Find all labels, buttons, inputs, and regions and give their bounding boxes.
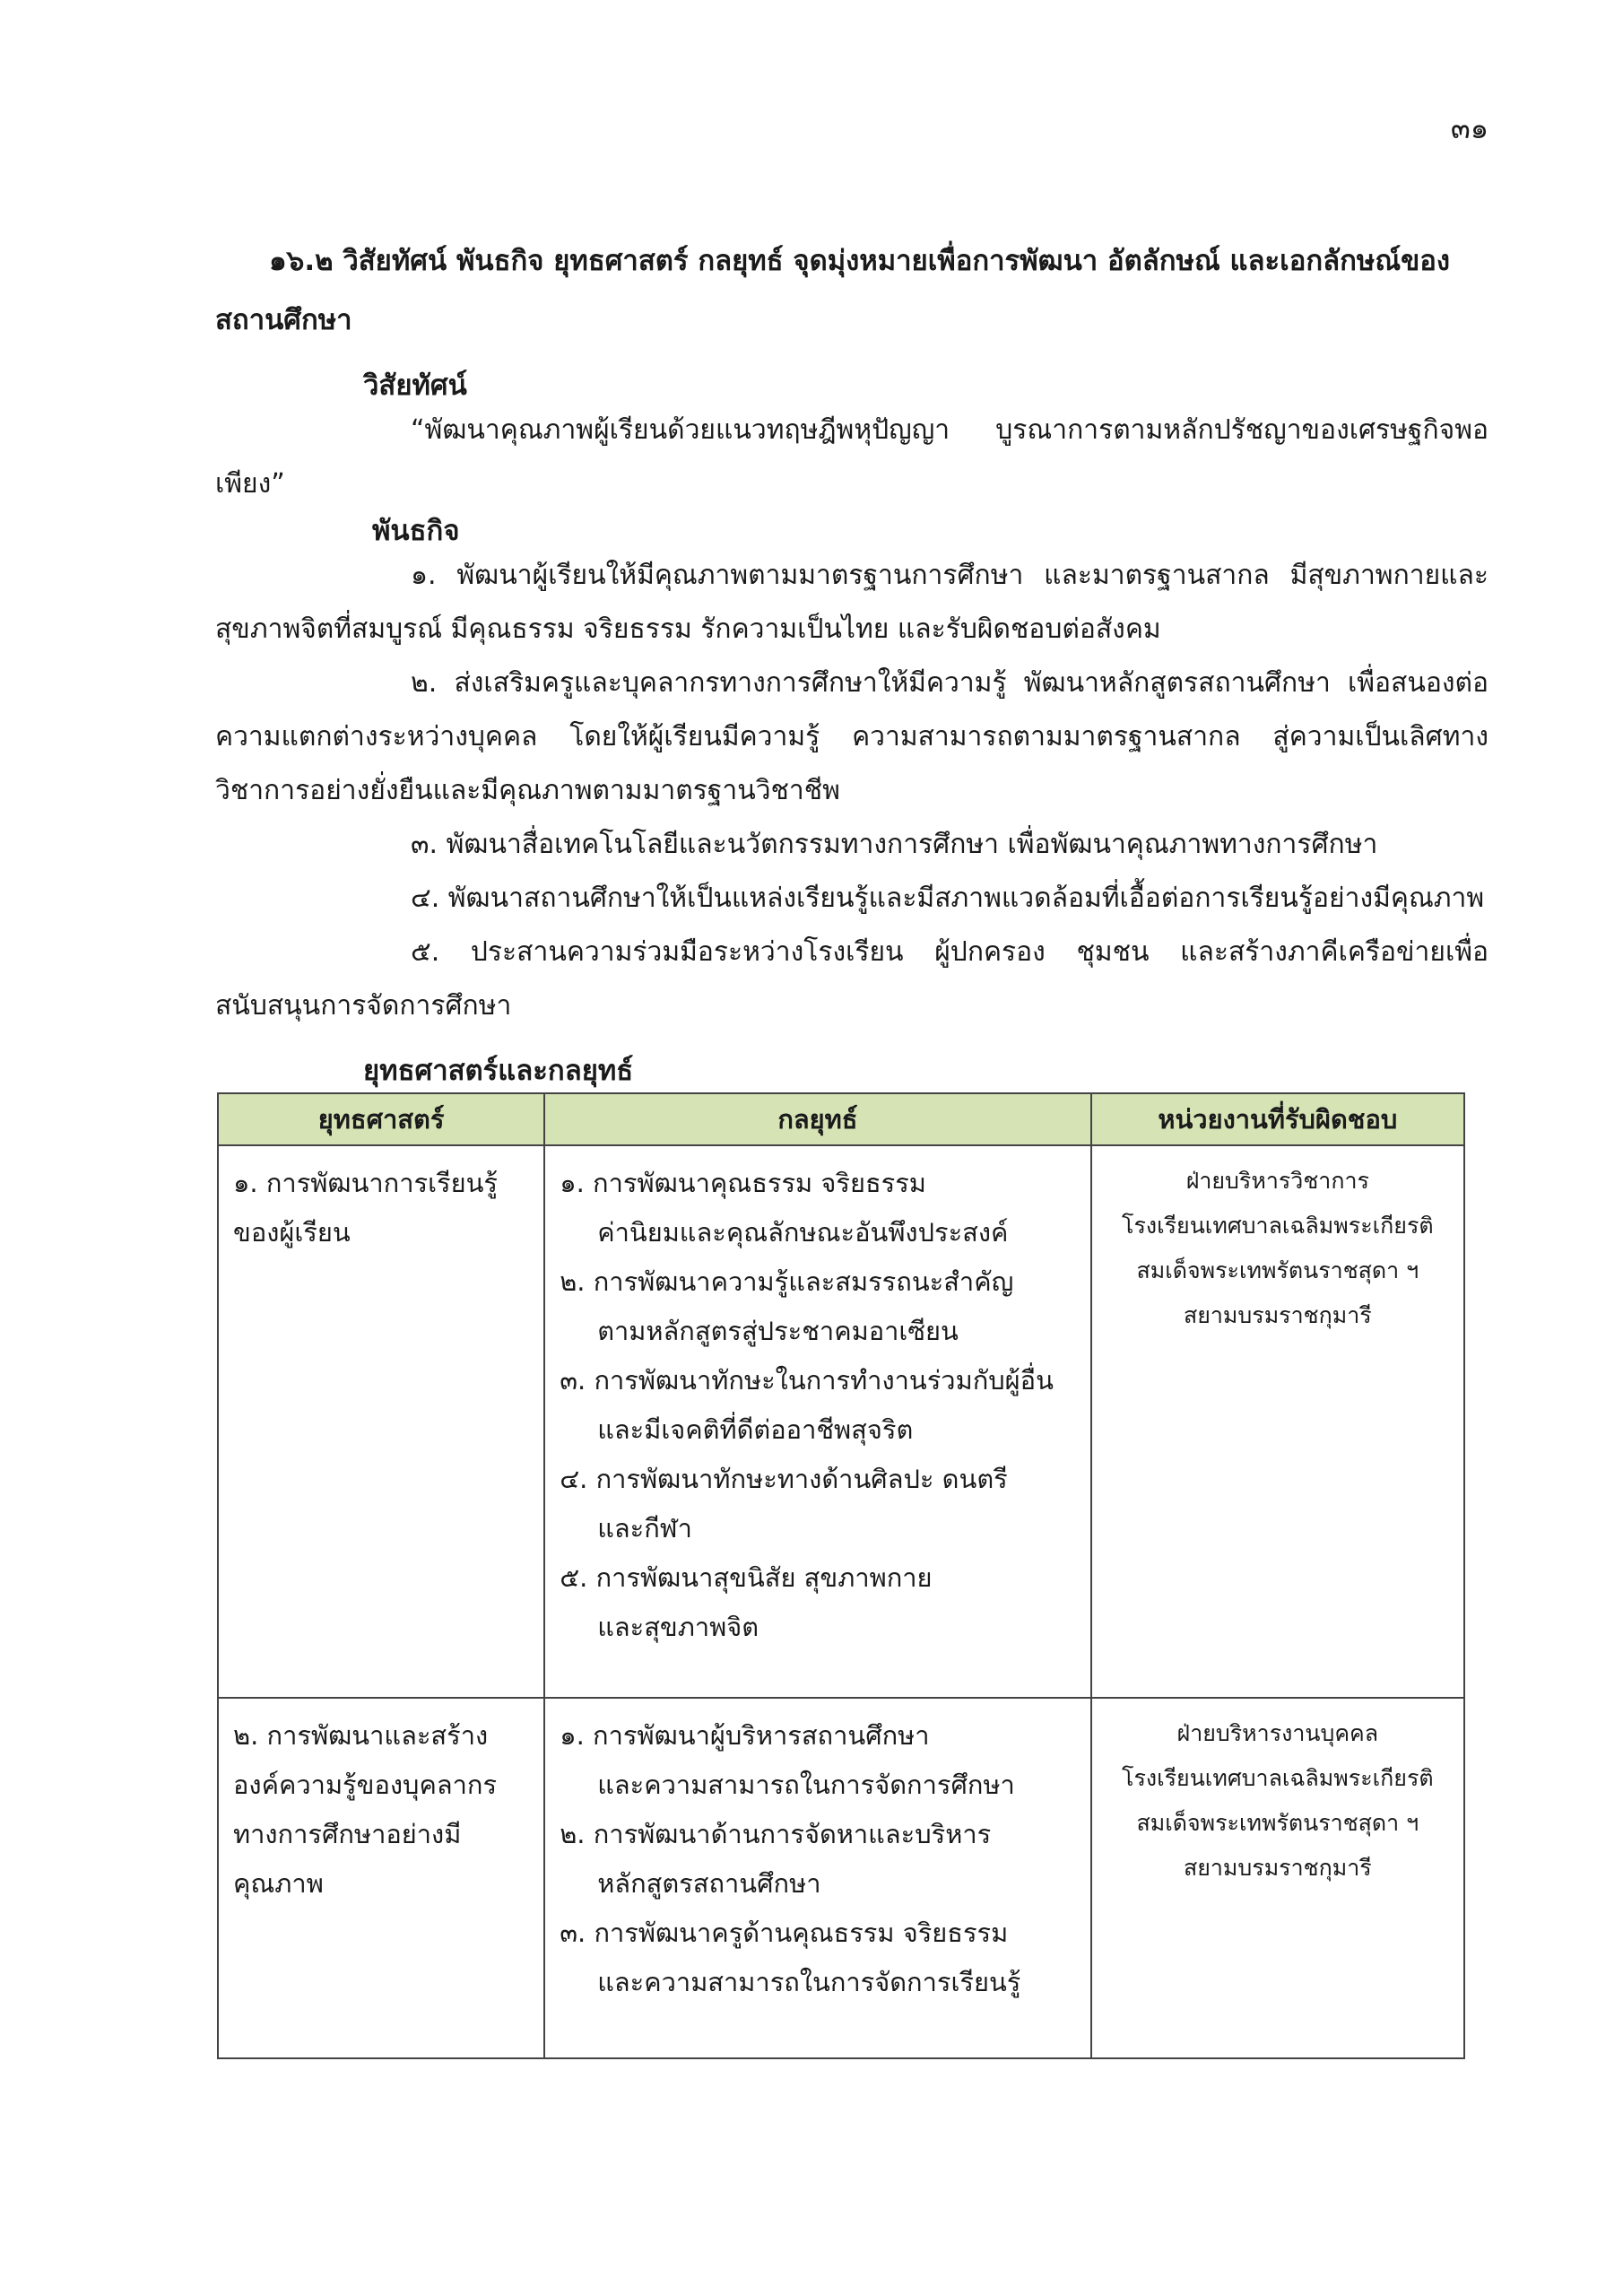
header-tactic: กลยุทธ์ xyxy=(544,1093,1090,1145)
tactic-num: ๓. xyxy=(560,1918,586,1948)
mission-heading: พันธกิจ xyxy=(372,515,460,547)
tactic-line1: การพัฒนาด้านการจัดหาและบริหาร xyxy=(593,1819,992,1849)
mission-item-2: ๒. ส่งเสริมครูและบุคลากรทางการศึกษาให้มีความรู้ พัฒนาหลักสูตรสถานศึกษา เพื่อสนองต่อความแตกต่างระหว่างบุคคล โดยให้ผู้เรียนมีความรู้ ความสามารถตามมาตรฐานสากล สู่ความเป็นเลิศทางวิชาการอย่างยั่งยืนและมีคุณภาพตามมาตรฐานวิชาชีพ xyxy=(215,667,1488,806)
tactic-item xyxy=(560,1356,1075,1455)
table-row xyxy=(218,1145,1464,1698)
tactic-line1: การพัฒนาความรู้และสมรรถนะสำคัญ xyxy=(593,1266,1014,1297)
tactic-line2: และมีเจคติที่ดีต่ออาชีพสุจริต xyxy=(597,1414,914,1445)
tactic-line2: ตามหลักสูตรสู่ประชาคมอาเซียน xyxy=(597,1316,959,1346)
section-heading: ๑๖.๒ วิสัยทัศน์ พันธกิจ ยุทธศาสตร์ กลยุทธ์ จุดมุ่งหมายเพื่อการพัฒนา อัตลักษณ์ และเอกลักษณ์ของสถานศึกษา xyxy=(215,245,1451,336)
page-number: ๓๑ xyxy=(1450,111,1488,145)
tactic-line2: และความสามารถในการจัดการเรียนรู้ xyxy=(597,1967,1021,1997)
vision-text: “พัฒนาคุณภาพผู้เรียนด้วยแนวทฤษฎีพหุปัญญา บูรณาการตามหลักปรัชญาของเศรษฐกิจพอเพียง” xyxy=(215,414,1488,500)
unit-line: สมเด็จพระเทพรัตนราชสุดา ฯ xyxy=(1136,1810,1419,1836)
tactic-cell xyxy=(544,1698,1090,2058)
strategy-table xyxy=(217,1092,1465,2059)
tactic-num: ๒. xyxy=(560,1266,586,1297)
tactic-line2: และสุขภาพจิต xyxy=(597,1612,759,1642)
tactic-line2: และกีฬา xyxy=(597,1513,692,1544)
tactic-item xyxy=(560,1159,1075,1257)
tactic-num: ๔. xyxy=(560,1464,588,1494)
tactic-line1: การพัฒนาคุณธรรม จริยธรรม xyxy=(593,1168,926,1198)
tactic-num: ๕. xyxy=(560,1562,588,1593)
vision-heading: วิสัยทัศน์ xyxy=(363,370,467,402)
unit-line: ฝ่ายบริหารงานบุคคล xyxy=(1176,1720,1379,1746)
tactic-line1: การพัฒนาสุขนิสัย สุขภาพกาย xyxy=(595,1562,933,1593)
tactic-line1: การพัฒนาทักษะทางด้านศิลปะ ดนตรี xyxy=(595,1464,1008,1494)
tactic-num: ๓. xyxy=(560,1365,586,1396)
table-title: ยุทธศาสตร์และกลยุทธ์ xyxy=(363,1055,634,1087)
tactic-item xyxy=(560,1909,1075,2007)
mission-item-1: ๑. พัฒนาผู้เรียนให้มีคุณภาพตามมาตรฐานการศึกษา และมาตรฐานสากล มีสุขภาพกายและสุขภาพจิตที่สมบูรณ์ มีคุณธรรม จริยธรรม รักความเป็นไทย และรับผิดชอบต่อสังคม xyxy=(215,560,1488,645)
tactic-num: ๑. xyxy=(560,1168,585,1198)
tactic-line1: การพัฒนาทักษะในการทำงานร่วมกับผู้อื่น xyxy=(594,1365,1054,1396)
tactic-line1: การพัฒนาผู้บริหารสถานศึกษา xyxy=(593,1720,930,1751)
unit-line: โรงเรียนเทศบาลเฉลิมพระเกียรติ xyxy=(1122,1213,1434,1239)
unit-line: สยามบรมราชกุมารี xyxy=(1183,1855,1372,1881)
unit-cell xyxy=(1091,1145,1464,1698)
unit-line: ฝ่ายบริหารวิชาการ xyxy=(1185,1168,1369,1194)
mission-item-5: ๕. ประสานความร่วมมือระหว่างโรงเรียน ผู้ปกครอง ชุมชน และสร้างภาคีเครือข่ายเพื่อสนับสนุนการจัดการศึกษา xyxy=(215,936,1488,1022)
tactic-num: ๑. xyxy=(560,1720,585,1751)
unit-line: สมเด็จพระเทพรัตนราชสุดา ฯ xyxy=(1136,1257,1419,1283)
unit-cell xyxy=(1091,1698,1464,2058)
table-header-row xyxy=(218,1093,1464,1145)
tactic-cell xyxy=(544,1145,1090,1698)
strategy-cell: ๑. การพัฒนาการเรียนรู้ของผู้เรียน xyxy=(218,1145,544,1698)
tactic-item xyxy=(560,1455,1075,1553)
tactic-item xyxy=(560,1711,1075,1810)
tactic-line2: หลักสูตรสถานศึกษา xyxy=(597,1868,821,1899)
table-row xyxy=(218,1698,1464,2058)
header-strategy: ยุทธศาสตร์ xyxy=(218,1093,544,1145)
header-unit: หน่วยงานที่รับผิดชอบ xyxy=(1091,1093,1464,1145)
unit-line: โรงเรียนเทศบาลเฉลิมพระเกียรติ xyxy=(1122,1765,1434,1791)
tactic-item xyxy=(560,1257,1075,1356)
tactic-line2: ค่านิยมและคุณลักษณะอันพึงประสงค์ xyxy=(597,1217,1009,1248)
tactic-line2: และความสามารถในการจัดการศึกษา xyxy=(597,1770,1015,1800)
tactic-item xyxy=(560,1553,1075,1652)
strategy-cell: ๒. การพัฒนาและสร้างองค์ความรู้ของบุคลากรทางการศึกษาอย่างมีคุณภาพ xyxy=(218,1698,544,2058)
tactic-item xyxy=(560,1810,1075,1909)
mission-item-4: ๔. พัฒนาสถานศึกษาให้เป็นแหล่งเรียนรู้และมีสภาพแวดล้อมที่เอื้อต่อการเรียนรู้อย่างมีคุณภาพ xyxy=(411,883,1485,914)
unit-line: สยามบรมราชกุมารี xyxy=(1183,1302,1372,1328)
tactic-num: ๒. xyxy=(560,1819,586,1849)
mission-item-3: ๓. พัฒนาสื่อเทคโนโลยีและนวัตกรรมทางการศึกษา เพื่อพัฒนาคุณภาพทางการศึกษา xyxy=(411,829,1378,860)
tactic-line1: การพัฒนาครูด้านคุณธรรม จริยธรรม xyxy=(594,1918,1009,1948)
